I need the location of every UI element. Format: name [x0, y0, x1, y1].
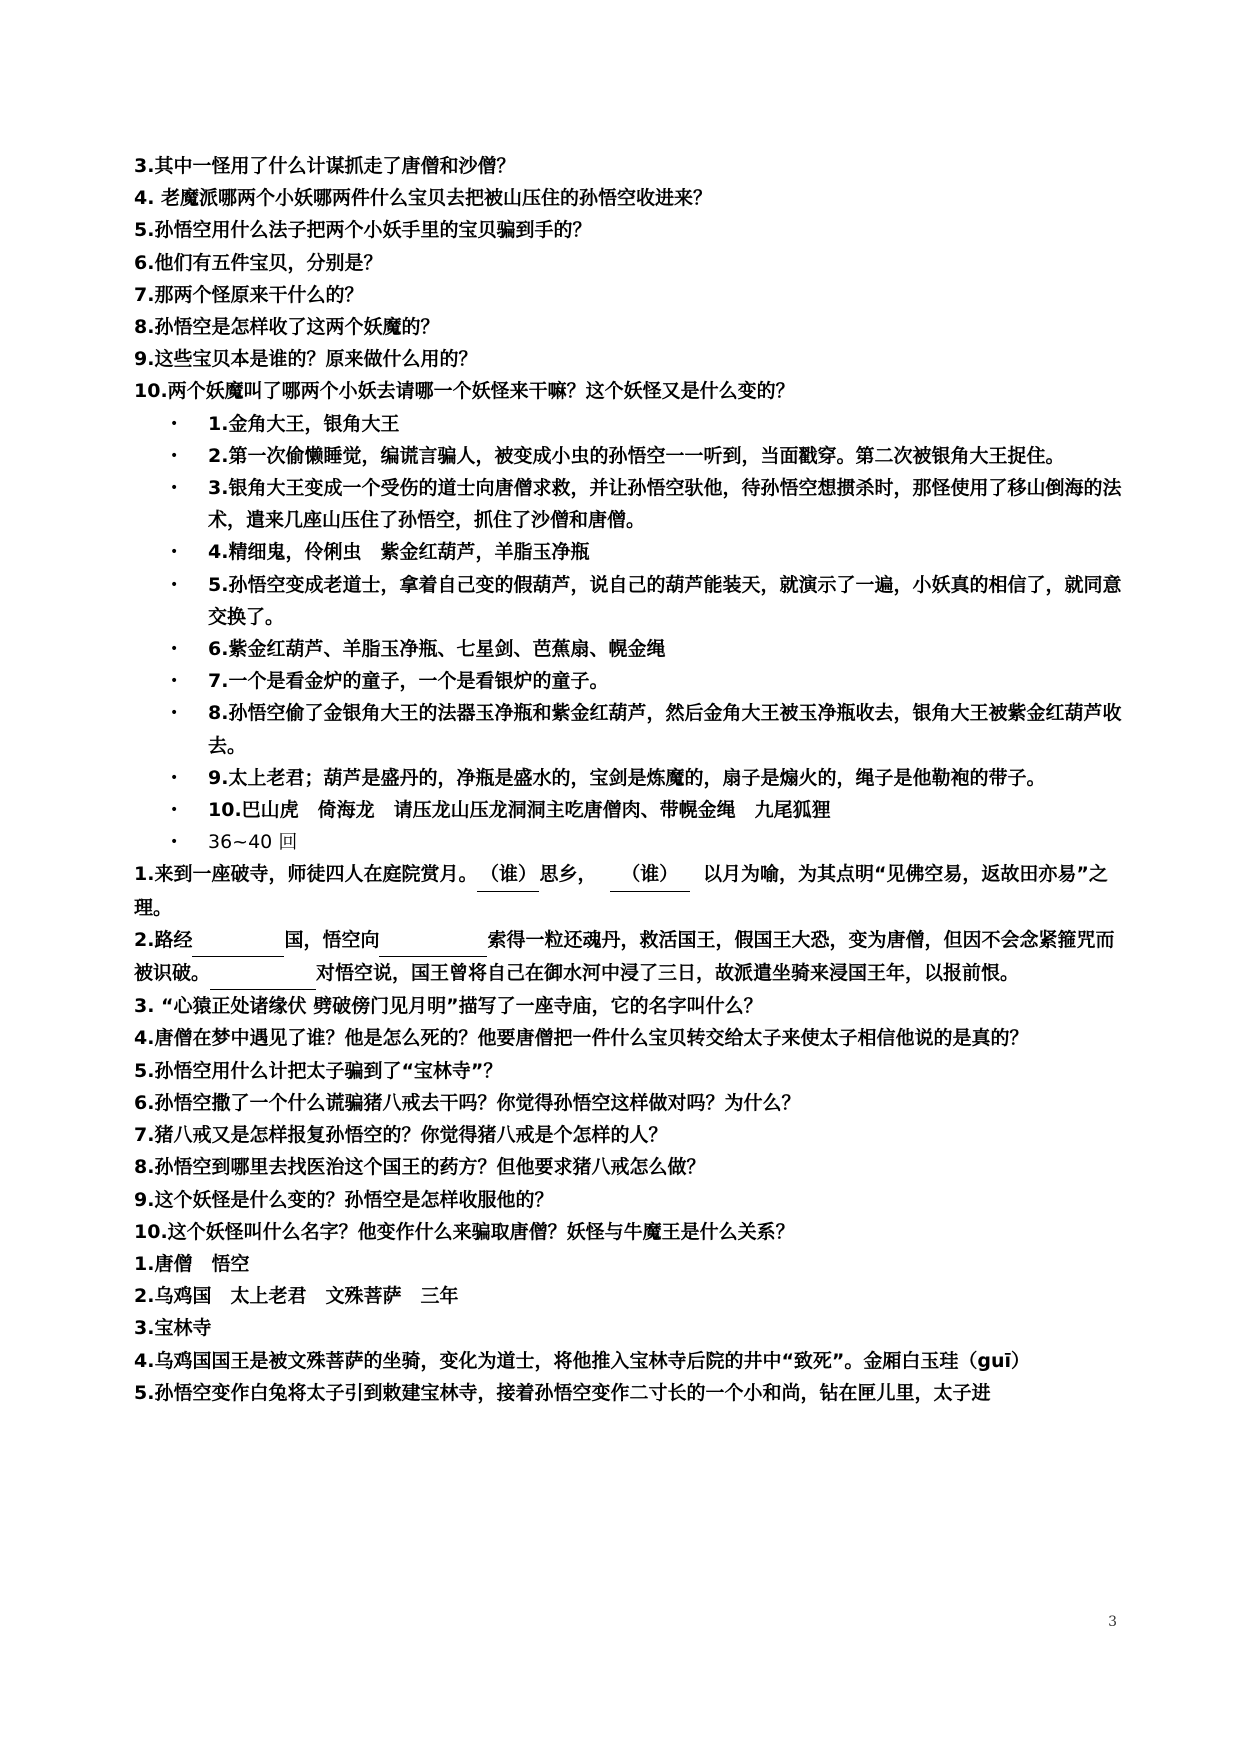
bullet-icon: • — [170, 641, 179, 658]
page-number: 3 — [1108, 1614, 1117, 1630]
answer-text: 10.巴山虎 倚海龙 请压龙山压龙洞洞主吃唐僧肉、带幌金绳 九尾狐狸 — [208, 799, 831, 822]
questions-section-a — [134, 150, 1124, 408]
question-item: 9.这个妖怪是什么变的？孙悟空是怎样收服他的？ — [134, 1188, 554, 1211]
bullet-icon: • — [170, 834, 179, 851]
answer-text: 1.金角大王，银角大王 — [208, 412, 400, 435]
answer-item: 4.乌鸡国国王是被文殊菩萨的坐骑，变化为道士，将他推入宝林寺后院的井中“致死”。金厢白玉珪（guī） — [134, 1349, 1031, 1372]
question-text: 索得一粒还魂丹，救活国王，假国王大恐，变为唐僧，但因不会念紧箍咒而被识破。 — [134, 928, 1115, 985]
answer-text: 6.紫金红葫芦、羊脂玉净瓶、七星剑、芭蕉扇、幌金绳 — [208, 638, 666, 661]
question-item: 8.孙悟空是怎样收了这两个妖魔的？ — [134, 316, 440, 339]
answers-list-a — [134, 408, 1124, 859]
questions-section-b — [134, 858, 1124, 1247]
answer-item: 3.宝林寺 — [134, 1317, 212, 1340]
bullet-icon: • — [170, 447, 179, 464]
question-item: 6.他们有五件宝贝，分别是？ — [134, 251, 383, 274]
question-item: 10.两个妖魔叫了哪两个小妖去请哪一个妖怪来干嘛？这个妖怪又是什么变的？ — [134, 380, 795, 403]
list-item — [134, 440, 1124, 472]
question-item: 5.孙悟空用什么计把太子骗到了“宝林寺”？ — [134, 1059, 503, 1082]
answer-item: 2.乌鸡国 太上老君 文殊菩萨 三年 — [134, 1285, 459, 1308]
answer-text: 3.银角大王变成一个受伤的道士向唐僧求救，并让孙悟空驮他，待孙悟空想掼杀时，那怪使用了移山倒海的法术，遣来几座山压住了孙悟空，抓住了沙僧和唐僧。 — [208, 477, 1122, 532]
question-text: 年，以报前恨。 — [886, 962, 1020, 985]
answer-item: 1.唐僧 悟空 — [134, 1252, 250, 1275]
question-text: 以月为喻，为其点明“见佛空易，返故田亦易”之理。 — [134, 863, 1108, 919]
question-item: 10.这个妖怪叫什么名字？他变作什么来骗取唐僧？妖怪与牛魔王是什么关系？ — [134, 1220, 795, 1243]
section-label-item — [134, 826, 1124, 858]
answer-text: 7.一个是看金炉的童子，一个是看银炉的童子。 — [208, 670, 609, 693]
answer-blank: （谁） — [477, 858, 539, 891]
answer-item: 5.孙悟空变作白兔将太子引到敕建宝林寺，接着孙悟空变作二寸长的一个小和尚，钻在匣儿里，太子进 — [134, 1381, 991, 1404]
bullet-icon: • — [170, 415, 179, 432]
question-item: 8.孙悟空到哪里去找医治这个国王的药方？但他要求猪八戒怎么做？ — [134, 1156, 706, 1179]
list-item — [134, 665, 1124, 697]
question-item: 7.猪八戒又是怎样报复孙悟空的？你觉得猪八戒是个怎样的人？ — [134, 1124, 668, 1147]
question-text: 2.路经 — [134, 928, 193, 951]
question-item: 6.孙悟空撒了一个什么谎骗猪八戒去干吗？你觉得孙悟空这样做对吗？为什么？ — [134, 1091, 801, 1114]
bullet-icon: • — [170, 769, 179, 786]
question-item: 7.那两个怪原来干什么的？ — [134, 283, 364, 306]
answer-text: 2.第一次偷懒睡觉，编谎言骗人，被变成小虫的孙悟空一一听到，当面戳穿。第二次被银角大王捉住。 — [208, 444, 1065, 467]
question-item: 9.这些宝贝本是谁的？原来做什么用的？ — [134, 348, 478, 371]
list-item — [134, 633, 1124, 665]
answer-blank: （谁） — [610, 858, 690, 891]
page-content — [134, 150, 1124, 1409]
fill-blank-question-2 — [134, 924, 1124, 990]
bullet-icon: • — [170, 576, 179, 593]
bullet-icon: • — [170, 544, 179, 561]
list-item — [134, 536, 1124, 568]
list-item — [134, 472, 1124, 536]
list-item — [134, 762, 1124, 794]
question-text: 对悟空说，国王曾将自己在御水河中浸了三日，故派遣坐骑来浸国王 — [316, 962, 887, 985]
answer-text: 8.孙悟空偷了金银角大王的法器玉净瓶和紫金红葫芦，然后金角大王被玉净瓶收去，银角大王被紫金红葫芦收去。 — [208, 702, 1122, 757]
answer-blank — [379, 924, 487, 957]
list-item — [134, 697, 1124, 761]
bullet-icon: • — [170, 802, 179, 819]
question-item: 4.唐僧在梦中遇见了谁？他是怎么死的？他要唐僧把一件什么宝贝转交给太子来使太子相信他说的是真的？ — [134, 1027, 1029, 1050]
answer-blank — [210, 957, 316, 990]
question-item: 3. “心猿正处诸缘伏 劈破傍门见月明”描写了一座寺庙，它的名字叫什么？ — [134, 995, 763, 1018]
list-item — [134, 794, 1124, 826]
list-item — [134, 408, 1124, 440]
bullet-icon: • — [170, 480, 179, 497]
question-item: 5.孙悟空用什么法子把两个小妖手里的宝贝骗到手的？ — [134, 219, 592, 242]
answer-text: 9.太上老君；葫芦是盛丹的，净瓶是盛水的，宝剑是炼魔的，扇子是煽火的，绳子是他勒袍的带子。 — [208, 766, 1046, 789]
section-label: 36~40 回 — [208, 831, 298, 854]
fill-blank-question-1 — [134, 858, 1124, 923]
question-text: 国，悟空向 — [284, 928, 380, 951]
answers-section-b — [134, 1248, 1124, 1409]
bullet-icon: • — [170, 705, 179, 722]
list-item — [134, 569, 1124, 633]
answer-text: 4.精细鬼，伶俐虫 紫金红葫芦，羊脂玉净瓶 — [208, 541, 590, 564]
bullet-icon: • — [170, 673, 179, 690]
question-text: 思乡， — [539, 863, 597, 886]
question-text: 1.来到一座破寺，师徒四人在庭院赏月。 — [134, 863, 478, 886]
question-item: 3.其中一怪用了什么计谋抓走了唐僧和沙僧？ — [134, 155, 516, 177]
answer-blank — [192, 924, 284, 957]
question-item: 4. 老魔派哪两个小妖哪两件什么宝贝去把被山压住的孙悟空收进来？ — [134, 187, 713, 210]
answer-text: 5.孙悟空变成老道士，拿着自己变的假葫芦，说自己的葫芦能装天，就演示了一遍，小妖真的相信了，就同意交换了。 — [208, 573, 1122, 628]
